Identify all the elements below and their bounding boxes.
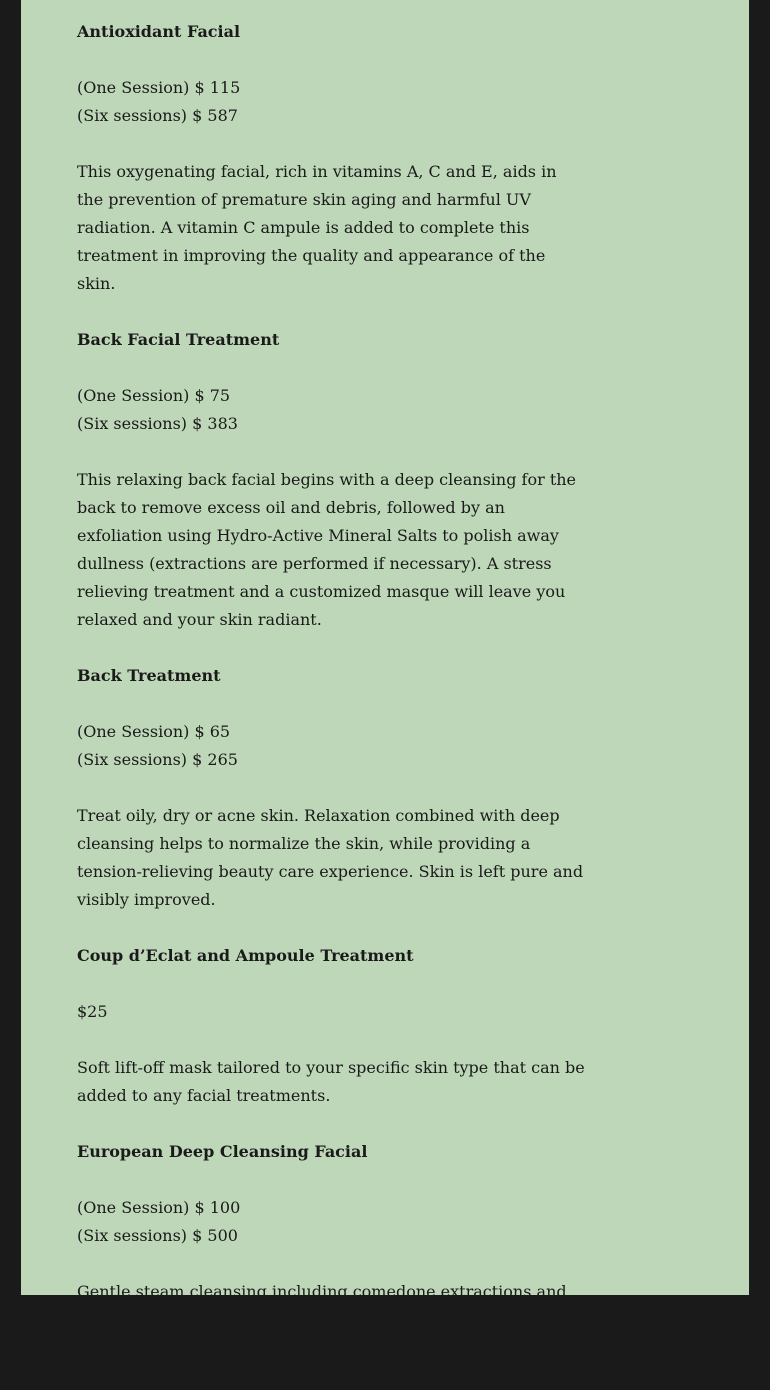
page-content-area [21,0,749,1357]
treatment-prices [77,718,587,774]
treatment-title: Back Facial Treatment [77,330,280,349]
price-six-sessions: (Six sessions) $ 500 [77,1226,238,1245]
treatment-title: European Deep Cleansing Facial [77,1142,368,1161]
treatment-back-facial [77,326,587,634]
price-one-session: (One Session) $ 115 [77,78,241,97]
treatment-title: Antioxidant Facial [77,22,241,41]
treatment-description: Treat oily, dry or acne skin. Relaxation combined with deep cleansing helps to normalize the skin, while providing a tension-relieving beauty care experience. Skin is left pure and visibly improved. [77,806,584,909]
treatment-prices [77,1194,587,1250]
treatment-prices [77,998,587,1026]
treatment-list [77,18,587,1390]
price-six-sessions: (Six sessions) $ 383 [77,414,238,433]
treatment-description: This oxygenating facial, rich in vitamins A, C and E, aids in the prevention of premature skin aging and harmful UV radiation. A vitamin C ampule is added to complete this treatment in improving the quality and appearance of the skin. [77,162,557,293]
treatment-title: Back Treatment [77,666,221,685]
price-one-session: (One Session) $ 75 [77,386,231,405]
treatment-prices [77,74,587,130]
treatment-prices [77,382,587,438]
treatment-antioxidant-facial [77,18,587,298]
treatment-description: Gentle steam cleansing including comedone extractions and exfoliation of dead skin cells. An anti-stress massage and mask [77,1282,567,1357]
price-six-sessions: (Six sessions) $ 265 [77,750,238,769]
price-one-session: (One Session) $ 100 [77,1198,241,1217]
price-six-sessions: (Six sessions) $ 587 [77,106,238,125]
treatment-description: Soft lift-off mask tailored to your specific skin type that can be added to any facial treatments. [77,1058,585,1105]
price-one-session: (One Session) $ 65 [77,722,231,741]
treatment-description: This relaxing back facial begins with a deep cleansing for the back to remove excess oil and debris, followed by an exfoliation using Hydro-Active Mineral Salts to polish away dullness (extractions are performed if necessary). A stress relieving treatment and a customized masque will leave you relaxed and your skin radiant. [77,470,577,629]
treatment-european-deep-cleansing [77,1138,587,1362]
treatment-coup-declat [77,942,587,1110]
price-single: $25 [77,1002,108,1021]
treatment-back-treatment [77,662,587,914]
treatment-title: Coup d’Eclat and Ampoule Treatment [77,946,414,965]
